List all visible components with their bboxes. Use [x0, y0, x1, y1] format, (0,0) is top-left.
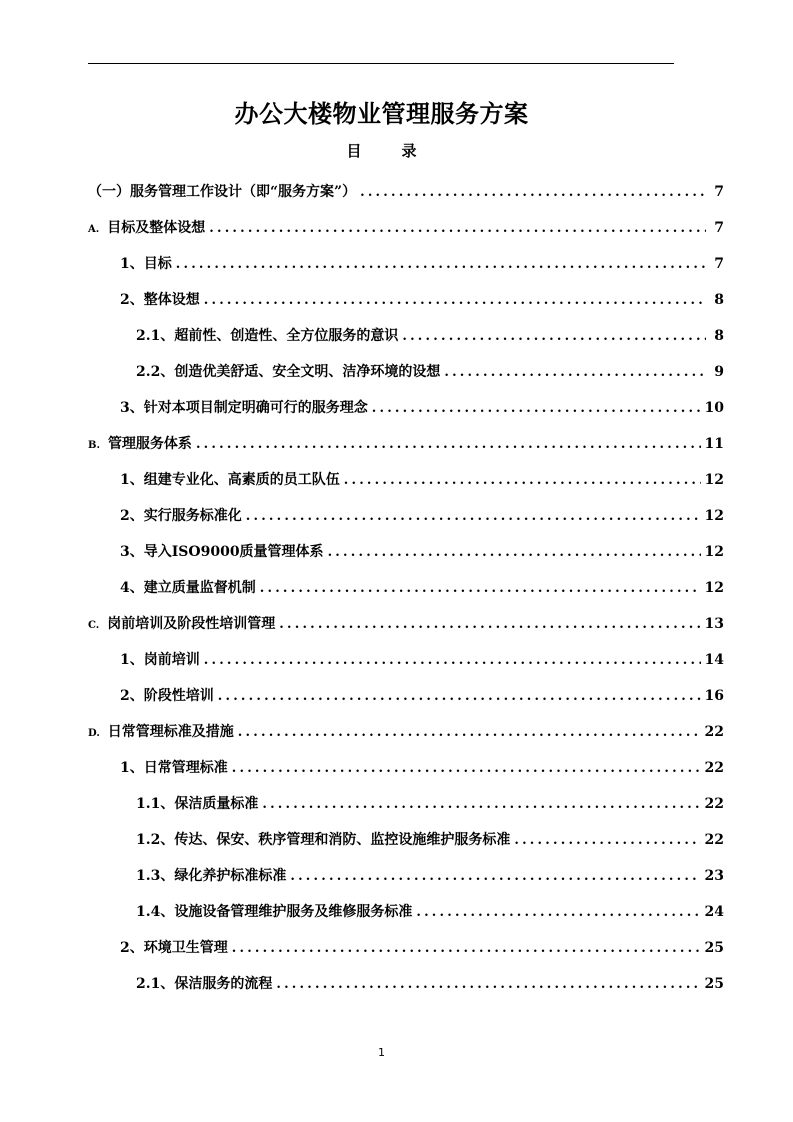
toc-entry[interactable] [88, 901, 724, 937]
toc-entry-text: 3、导入ISO9000质量管理体系 [120, 544, 324, 560]
toc-dot-leader [204, 293, 706, 308]
toc-entry-label [120, 397, 368, 417]
toc-dot-leader [402, 329, 706, 344]
toc-entry[interactable] [88, 361, 724, 397]
toc-entry-label [120, 541, 324, 561]
toc-dot-leader [218, 689, 701, 704]
toc-dot-leader [416, 905, 700, 920]
toc-entry[interactable] [88, 613, 724, 649]
toc-dot-leader [209, 221, 706, 236]
toc-entry-text: 目标及整体设想 [107, 220, 206, 236]
toc-entry-page: 22 [704, 832, 724, 848]
toc-dot-leader [262, 797, 700, 812]
toc-entry-label [88, 433, 192, 453]
toc-entry-text: 1.2、传达、保安、秩序管理和消防、监控设施维护服务标准 [136, 832, 511, 848]
toc-entry[interactable] [88, 217, 724, 253]
toc-entry-page: 12 [704, 472, 724, 488]
toc-dot-leader [246, 509, 701, 524]
toc-dot-leader [176, 257, 706, 272]
toc-dot-leader [238, 725, 701, 740]
toc-entry-text: 岗前培训及阶段性培训管理 [107, 616, 276, 632]
toc-entry[interactable] [88, 685, 724, 721]
toc-entry-page: 11 [704, 436, 724, 452]
toc-heading-char-1: 目 [346, 142, 362, 160]
toc-entry-label [136, 325, 398, 345]
toc-entry[interactable] [88, 541, 724, 577]
toc-entry-marker: A. [88, 224, 100, 235]
toc-entry-label [120, 469, 340, 489]
toc-entry-text: 2、环境卫生管理 [120, 940, 228, 956]
toc-entry-label [88, 181, 356, 201]
toc-entry-text: 1.4、设施设备管理维护服务及维修服务标准 [136, 904, 413, 920]
toc-dot-leader [444, 365, 706, 380]
toc-entry-page: 22 [704, 724, 724, 740]
toc-entry-marker: D. [88, 728, 100, 739]
toc-entry[interactable] [88, 793, 724, 829]
toc-entry-label [120, 577, 256, 597]
toc-entry-text: 2.1、保洁服务的流程 [136, 976, 273, 992]
toc-entry-label [120, 937, 228, 957]
document-title: 办公大楼物业管理服务方案 [234, 99, 529, 128]
toc-entry-label [136, 361, 440, 381]
toc-entry-text: （一）服务管理工作设计（即“服务方案”） [88, 184, 357, 200]
toc-entry-label [120, 289, 200, 309]
toc-entry-text: 1.3、绿化养护标准标准 [136, 868, 287, 884]
toc-entry-marker: B. [88, 440, 100, 451]
toc-entry-text: 1.1、保洁质量标准 [136, 796, 259, 812]
toc-entry-page: 23 [704, 868, 724, 884]
toc-entry-page: 22 [704, 796, 724, 812]
toc-dot-leader [232, 761, 701, 776]
toc-entry-label [120, 253, 172, 273]
toc-entry-label [136, 901, 412, 921]
table-of-contents [88, 181, 724, 1009]
toc-entry[interactable] [88, 433, 724, 469]
toc-entry-page: 12 [704, 580, 724, 596]
toc-dot-leader [204, 653, 701, 668]
toc-entry[interactable] [88, 325, 724, 361]
toc-entry-label [88, 721, 234, 741]
toc-dot-leader [360, 185, 706, 200]
toc-entry-label [120, 505, 242, 525]
toc-dot-leader [328, 545, 701, 560]
toc-entry-text: 2.2、创造优美舒适、安全文明、洁净环境的设想 [136, 364, 441, 380]
toc-entry-text: 2、整体设想 [120, 292, 200, 308]
toc-entry-page: 16 [704, 688, 724, 704]
toc-entry[interactable] [88, 505, 724, 541]
header-rule [88, 63, 674, 64]
toc-entry-text: 2、实行服务标准化 [120, 508, 242, 524]
toc-entry-label [136, 829, 510, 849]
toc-entry-text: 4、建立质量监督机制 [120, 580, 256, 596]
toc-entry-label [136, 973, 272, 993]
toc-entry-text: 2.1、超前性、创造性、全方位服务的意识 [136, 328, 399, 344]
toc-entry-label [136, 793, 258, 813]
toc-entry[interactable] [88, 757, 724, 793]
toc-entry-text: 1、岗前培训 [120, 652, 200, 668]
toc-entry-page: 13 [704, 616, 724, 632]
toc-entry-page: 14 [704, 652, 724, 668]
toc-entry[interactable] [88, 973, 724, 1009]
toc-entry-text: 1、目标 [120, 256, 172, 272]
toc-entry-page: 25 [704, 940, 724, 956]
toc-dot-leader [196, 437, 701, 452]
toc-entry-page: 7 [714, 256, 724, 272]
toc-entry-page: 7 [714, 220, 724, 236]
toc-entry-page: 9 [714, 364, 724, 380]
toc-entry-label [136, 865, 286, 885]
toc-entry[interactable] [88, 397, 724, 433]
toc-entry-page: 8 [714, 328, 724, 344]
toc-entry-text: 日常管理标准及措施 [107, 724, 234, 740]
toc-entry-page: 12 [704, 544, 724, 560]
toc-entry[interactable] [88, 577, 724, 613]
toc-entry[interactable] [88, 253, 724, 289]
toc-entry-label [88, 613, 275, 633]
toc-entry-text: 2、阶段性培训 [120, 688, 214, 704]
toc-dot-leader [344, 473, 701, 488]
page-number: 1 [378, 1046, 385, 1059]
toc-entry[interactable] [88, 289, 724, 325]
toc-dot-leader [260, 581, 701, 596]
toc-entry-page: 10 [704, 400, 724, 416]
toc-entry-label [88, 217, 205, 237]
toc-entry[interactable] [88, 181, 724, 217]
toc-entry-page: 25 [704, 976, 724, 992]
toc-dot-leader [232, 941, 701, 956]
toc-entry-text: 1、组建专业化、高素质的员工队伍 [120, 472, 340, 488]
toc-entry[interactable] [88, 937, 724, 973]
toc-entry-page: 12 [704, 508, 724, 524]
toc-dot-leader [372, 401, 701, 416]
toc-heading-char-2: 录 [401, 142, 417, 160]
toc-entry[interactable] [88, 469, 724, 505]
toc-entry-marker: C. [88, 620, 100, 631]
toc-entry[interactable] [88, 649, 724, 685]
toc-dot-leader [514, 833, 700, 848]
toc-entry[interactable] [88, 721, 724, 757]
toc-entry-page: 24 [704, 904, 724, 920]
toc-dot-leader [276, 977, 700, 992]
toc-entry-label [120, 649, 200, 669]
toc-entry-text: 1、日常管理标准 [120, 760, 228, 776]
toc-entry-text: 3、针对本项目制定明确可行的服务理念 [120, 400, 368, 416]
toc-dot-leader [290, 869, 700, 884]
toc-heading [0, 140, 763, 161]
toc-entry[interactable] [88, 829, 724, 865]
toc-entry-page: 8 [714, 292, 724, 308]
toc-entry-page: 7 [714, 184, 724, 200]
toc-entry-label [120, 757, 228, 777]
toc-entry-page: 22 [704, 760, 724, 776]
toc-entry-text: 管理服务体系 [107, 436, 192, 452]
toc-dot-leader [279, 617, 700, 632]
toc-entry-label [120, 685, 214, 705]
toc-entry[interactable] [88, 865, 724, 901]
